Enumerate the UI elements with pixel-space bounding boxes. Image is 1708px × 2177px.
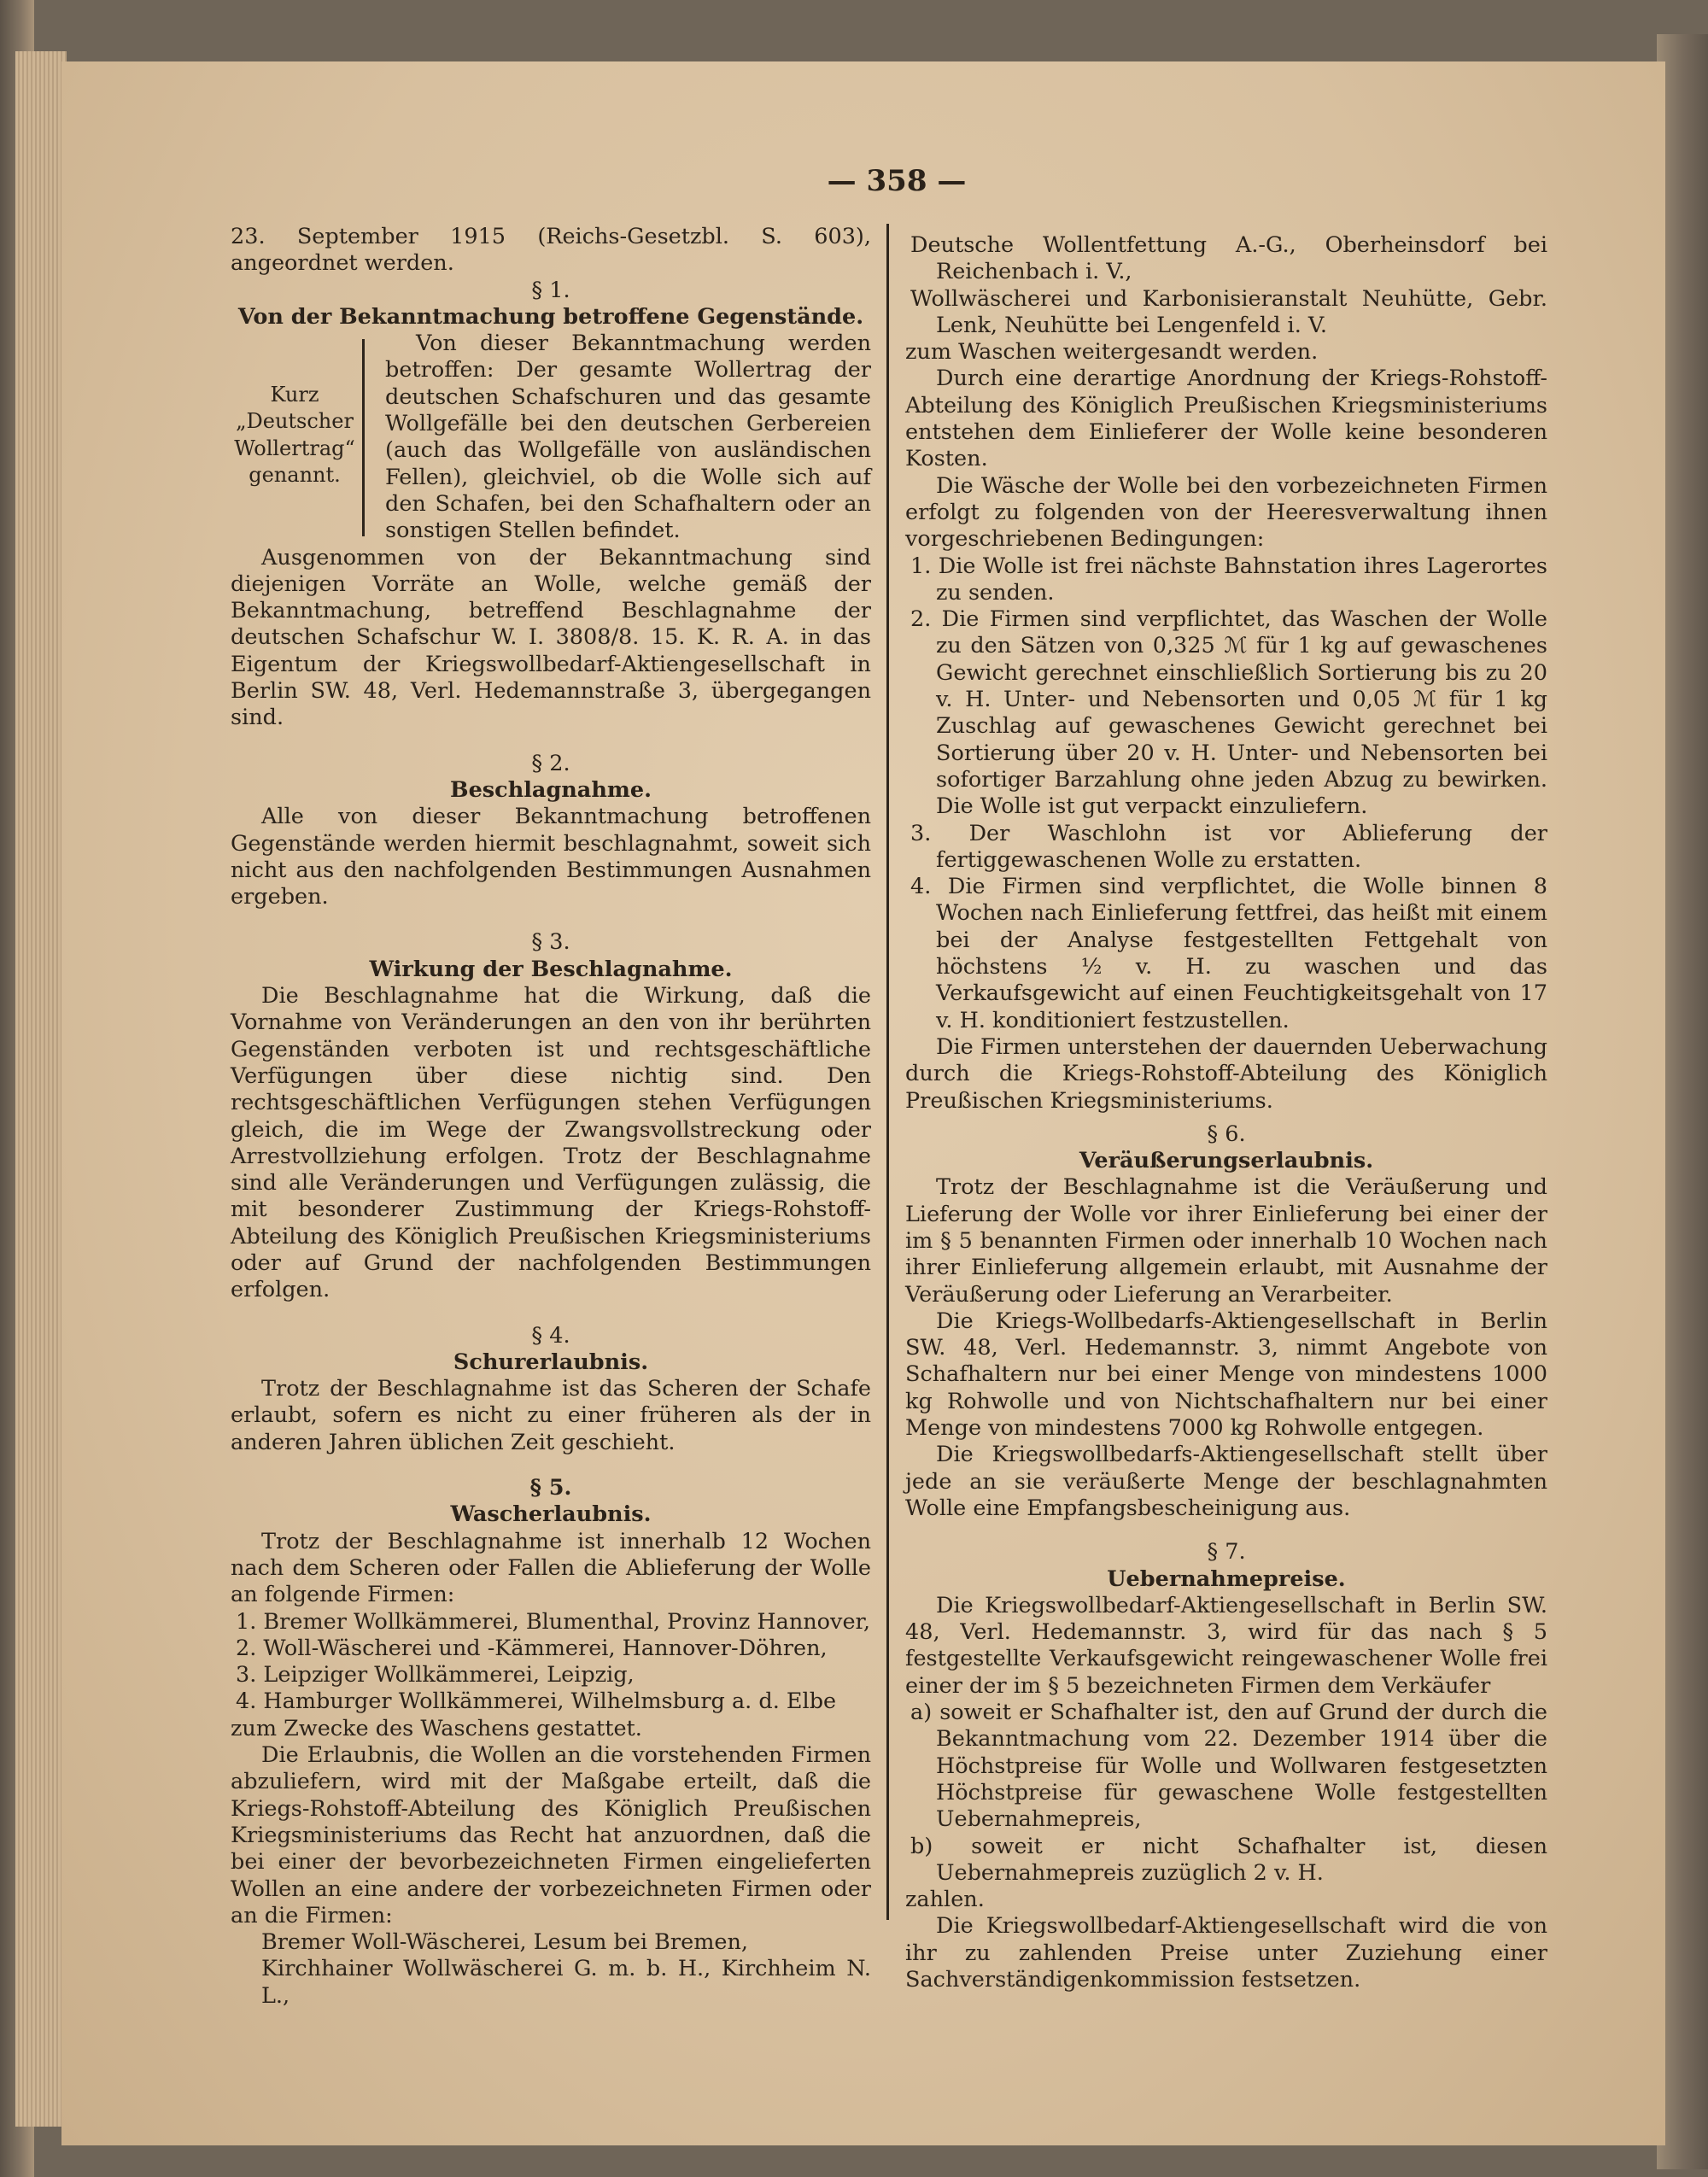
section-5-title: Wascherlaubnis. [450,1501,652,1528]
firm-line: Kirchhainer Wollwäscherei G. m. b. H., Kirchheim N. L., [261,1956,871,2009]
section-1-number: § 1. [531,277,570,303]
list-item: b) soweit er nicht Schafhalter ist, diesen Uebernahmepreis zuzüglich 2 v. H. [910,1833,1547,1886]
section-7-after-items: zahlen. [905,1887,985,1913]
section-5-text: Trotz der Beschlagnahme ist innerhalb 12 Wochen nach dem Scheren oder Fallen die Ablieferung der Wolle an folgende Firmen: [231,1528,871,1608]
margin-note: Kurz „Deutscher Wollertrag“ genannt. [234,383,355,488]
section-5-text2: Die Erlaubnis, die Wollen an die vorstehenden Firmen abzuliefern, wird mit der Maßgabe erteilt, daß die Kriegs-Rohstoff-Abteilung des Königlich Preußischen Kriegsministeriums das Recht hat anzuordnen, daß die bei einer der bevorbezeichneten Firmen eingelieferten Wollen an eine andere der vorbezeichneten Firmen oder an die Firmen: [231,1742,871,1928]
section-2-number: § 2. [531,750,570,776]
list-item: 1. Bremer Wollkämmerei, Blumenthal, Provinz Hannover, [236,1608,871,1635]
section-4-text: Trotz der Beschlagnahme ist das Scheren der Schafe erlaubt, sofern es nicht zu einer früheren als der in anderen Jahren üblichen Zeit geschieht. [231,1376,871,1455]
section-6-text2: Die Kriegs-Wollbedarfs-Aktiengesellschaft in Berlin SW. 48, Verl. Hedemannstr. 3, nimmt Angebote von Schafhaltern nur bei einer Menge von mindestens 1000 kg Rohwolle und von Nichtschafhaltern nur bei einer Menge von mindestens 7000 kg Rohwolle entgegen. [905,1308,1547,1442]
left-column [231,224,871,2010]
column-divider [886,224,889,1920]
paragraph: Durch eine derartige Anordnung der Kriegs-Rohstoff-Abteilung des Königlich Preußischen Kriegsministeriums entstehen dem Einlieferer der Wolle keine besonderen Kosten. [905,366,1547,472]
section-7-title: Uebernahmepreise. [1107,1565,1346,1592]
section-3-title: Wirkung der Beschlagnahme. [369,956,733,982]
list-item: 4. Hamburger Wollkämmerei, Wilhelmsburg a. d. Elbe [236,1688,837,1715]
list-item: a) soweit er Schafhalter ist, den auf Grund der durch die Bekanntmachung vom 22. Dezember 1914 über die Höchstpreise für Wolle und Wollwaren festgesetzten Höchstpreise für gewaschene Wolle festgestellten Uebernahmepreis, [910,1700,1547,1833]
section-6-text3: Die Kriegswollbedarfs-Aktiengesellschaft stellt über jede an sie veräußerte Menge der beschlagnahmten Wolle eine Empfangsbescheinigung aus. [905,1442,1547,1521]
firm-line: Deutsche Wollentfettung A.-G., Oberheinsdorf bei Reichenbach i. V., [910,232,1547,285]
section-1-text: Von dieser Bekanntmachung werden betroffen: Der gesamte Wollertrag der deutschen Schafschuren und das gesamte Wollgefälle bei den deutschen Gerbereien (auch das Wollgefälle von ausländischen Fellen), gleichviel, ob die Wolle sich auf den Schafen, bei den Schafhaltern oder an sonstigen Stellen befindet. [385,331,871,544]
section-3-number: § 3. [531,929,570,956]
section-6-text: Trotz der Beschlagnahme ist die Veräußerung und Lieferung der Wolle vor ihrer Einlieferung bei einer der im § 5 benannten Firmen oder innerhalb 10 Wochen nach ihrer Einlieferung allgemein erlaubt, mit Ausnahme der Veräußerung oder Lieferung an Verarbeiter. [905,1174,1547,1308]
page-stack-edge [15,51,67,2127]
paragraph: Die Wäsche der Wolle bei den vorbezeichneten Firmen erfolgt zu folgenden von der Heeresverwaltung ihnen vorgeschriebenen Bedingungen: [905,472,1547,553]
section-3-text: Die Beschlagnahme hat die Wirkung, daß die Vornahme von Veränderungen an den von ihr berührten Gegenständen verboten ist und rechtsgeschäftliche Verfügungen über diese nichtig sind. Den rechtsgeschäftlichen Verfügungen stehen Verfügungen gleich, die im Wege der Zwangsvollstreckung oder Arrestvollziehung erfolgen. Trotz der Beschlagnahme sind alle Veränderungen und Verfügungen zulässig, die mit besonderer Zustimmung der Kriegs-Rohstoff-Abteilung des Königlich Preußischen Kriegsministeriums oder auf Grund der nachfolgenden Bestimmungen erfolgen. [231,983,871,1303]
condition-item: 3. Der Waschlohn ist vor Ablieferung der fertiggewaschenen Wolle zu erstatten. [910,820,1547,873]
section-6-number: § 6. [1207,1121,1246,1147]
intro-text: 23. September 1915 (Reichs-Gesetzbl. S. 603), angeordnet werden. [231,224,871,277]
section-7-text2: Die Kriegswollbedarf-Aktiengesellschaft wird die von ihr zu zahlenden Preise unter Zuziehung einer Sachverständigenkommission festsetzen. [905,1913,1547,1993]
list-item: 3. Leipziger Wollkämmerei, Leipzig, [236,1662,635,1688]
paragraph: Die Firmen unterstehen der dauernden Ueberwachung durch die Kriegs-Rohstoff-Abteilung des Königlich Preußischen Kriegsministeriums. [905,1033,1547,1114]
section-4-title: Schurerlaubnis. [453,1349,649,1375]
right-column [905,232,1547,1993]
section-5-number: § 5. [529,1475,572,1501]
section-1-text2: Ausgenommen von der Bekanntmachung sind diejenigen Vorräte an Wolle, welche gemäß der Bekanntmachung, betreffend Beschlagnahme der deutschen Schafschur W. I. 3808/8. 15. K. R. A. in das Eigentum der Kriegswollbedarf-Aktiengesellschaft in Berlin SW. 48, Verl. Hedemannstraße 3, übergegangen sind. [231,544,871,731]
section-7-number: § 7. [1207,1539,1246,1565]
firm-line: Wollwäscherei und Karbonisieranstalt Neuhütte, Gebr. Lenk, Neuhütte bei Lengenfeld i. V. [910,285,1547,338]
after-firms-text: zum Waschen weitergesandt werden. [905,339,1319,366]
section-6-title: Veräußerungserlaubnis. [1079,1148,1374,1174]
section-2-text: Alle von dieser Bekanntmachung betroffenen Gegenstände werden hiermit beschlagnahmt, soweit sich nicht aus den nachfolgenden Bestimmungen Ausnahmen ergeben. [231,804,871,910]
firm-line: Bremer Woll-Wäscherei, Lesum bei Bremen, [261,1929,748,1956]
list-item: 2. Woll-Wäscherei und -Kämmerei, Hannover-Döhren, [236,1635,828,1661]
section-4-number: § 4. [531,1322,570,1349]
section-5-after-items: zum Zwecke des Waschens gestattet. [231,1715,642,1741]
page-number: — 358 — [827,164,967,198]
section-1-block [231,331,871,544]
condition-item: 2. Die Firmen sind verpflichtet, das Waschen der Wolle zu den Sätzen von 0,325 ℳ für 1 kg auf gewaschenes Gewicht gerechnet einschließlich Sortierung bis zu 20 v. H. Unter- und Nebensorten und 0,05 ℳ für 1 kg Zuschlag auf gewaschenes Gewicht gerechnet bei Sortierung über 20 v. H. Unter- und Nebensorten bei sofortiger Barzahlung ohne jeden Abzug zu bewirken. Die Wolle ist gut verpackt einzuliefern. [910,606,1547,820]
section-7-text: Die Kriegswollbedarf-Aktiengesellschaft in Berlin SW. 48, Verl. Hedemannstr. 3, wird für das nach § 5 festgestellte Verkaufsgewicht reingewaschener Wolle frei einer der im § 5 bezeichneten Firmen dem Verkäufer [905,1592,1547,1699]
section-2-title: Beschlagnahme. [450,776,652,803]
condition-item: 1. Die Wolle ist frei nächste Bahnstation ihres Lagerortes zu senden. [910,553,1547,606]
section-1-title: Von der Bekanntmachung betroffene Gegenstände. [237,303,864,330]
brace-line [362,339,377,535]
condition-item: 4. Die Firmen sind verpflichtet, die Wolle binnen 8 Wochen nach Einlieferung fettfrei, das heißt mit einem bei der Analyse festgestellten Fettgehalt von höchstens ½ v. H. zu waschen und das Verkaufsgewicht auf einen Feuchtigkeitsgehalt von 17 v. H. konditioniert festzustellen. [910,874,1547,1033]
